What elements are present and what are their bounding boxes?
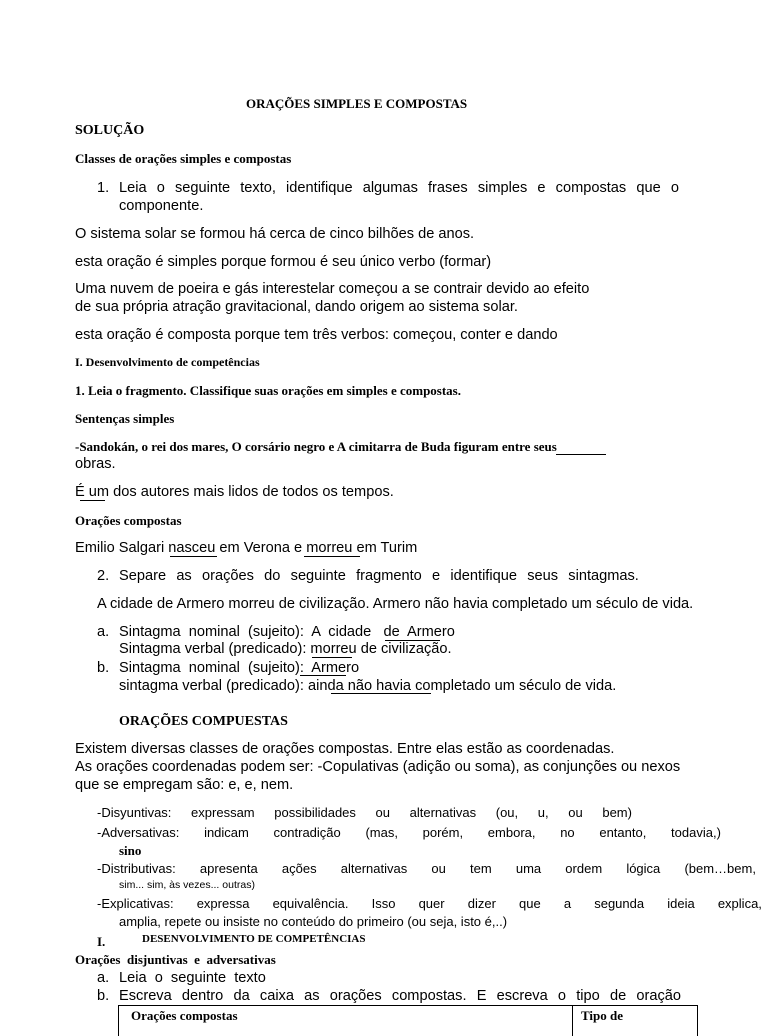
item-a-label: a. [97, 624, 110, 640]
word: simples [477, 180, 528, 196]
compuestas-heading: ORAÇÕES COMPUESTAS [119, 714, 288, 729]
word: Separe [119, 568, 167, 584]
word: compostas [555, 180, 627, 196]
section2-heading: DESENVOLVIMENTO DE COMPETÊNCIAS [142, 933, 366, 945]
word: Leia [119, 180, 147, 196]
underline-mark [80, 500, 105, 501]
paragraph-compound-explanation: esta oração é composta porque tem três verbos: começou, conter e dando [75, 327, 558, 343]
distributive-continuation: sim... sim, às vezes... outras) [119, 879, 255, 891]
word: seus [527, 568, 559, 584]
word: embora, [487, 825, 536, 840]
word: lógica [626, 861, 661, 876]
item-b-label: b. [97, 660, 110, 676]
word: quer [418, 896, 445, 911]
page-title: ORAÇÕES SIMPLES E COMPOSTAS [246, 96, 468, 111]
item2-number: 2. [97, 568, 110, 584]
word: (ou, [495, 805, 519, 820]
word: que [519, 896, 541, 911]
word: apresenta [199, 861, 258, 876]
disjunctive-heading: Orações disjuntivas e adversativas [75, 952, 276, 967]
word: E [476, 988, 487, 1004]
underline-mark [300, 675, 346, 676]
word: uma [515, 861, 542, 876]
item-b-line2: sintagma verbal (predicado): ainda não havia completado um século de vida. [119, 678, 617, 694]
exercise-a-text: Leia o seguinte texto [119, 970, 266, 986]
section2-number: I. [97, 934, 106, 949]
word: fragmento [356, 568, 422, 584]
paragraph-nebula-line2: de sua própria atração gravitacional, dando origem ao sistema solar. [75, 299, 518, 315]
word: ações [281, 861, 317, 876]
word: indicam [204, 825, 249, 840]
exercise-a-label: a. [97, 970, 110, 986]
word: bem) [602, 805, 632, 820]
word: -Disyuntivas: [97, 805, 172, 820]
item1-number: 1. [97, 180, 110, 196]
word: as [304, 988, 320, 1004]
word: compostas. [391, 988, 467, 1004]
exercise-b-line [119, 988, 681, 1004]
disjunctive-line [97, 805, 632, 820]
word: frases [427, 180, 468, 196]
item-b-line1: Sintagma nominal (sujeito): Armero [119, 660, 360, 676]
word: orações [201, 568, 254, 584]
word: explica, [717, 896, 762, 911]
word: algumas [362, 180, 418, 196]
word: alternativas [409, 805, 477, 820]
word: (bem…bem, [684, 861, 756, 876]
distributive-line [97, 861, 756, 876]
compound-heading: Orações compostas [75, 513, 182, 528]
word: da [233, 988, 250, 1004]
word: dizer [467, 896, 496, 911]
table-column-divider [572, 1006, 573, 1036]
word: do [264, 568, 281, 584]
word: Isso [371, 896, 396, 911]
item-a-line1: Sintagma nominal (sujeito): A cidade de Armero [119, 624, 455, 640]
word: seguinte [290, 568, 346, 584]
word: ou [568, 805, 583, 820]
word: expressa [196, 896, 250, 911]
armero-text: A cidade de Armero morreu de civilização. Armero não havia completado um século de vida. [97, 596, 694, 612]
word: -Adversativas: [97, 825, 180, 840]
paragraph-solar-system: O sistema solar se formou há cerca de cinco bilhões de anos. [75, 226, 475, 242]
word: o [156, 180, 165, 196]
underline-mark [331, 693, 431, 694]
adversative-continuation: sino [119, 843, 142, 858]
salgari-line: Emilio Salgari nasceu em Verona e morreu em Turim [75, 540, 418, 556]
solution-heading: SOLUÇÃO [75, 123, 145, 138]
explicative-line2: amplia, repete ou insiste no conteúdo do primeiro (ou seja, isto é,..) [119, 914, 508, 929]
word: sintagmas. [568, 568, 639, 584]
item2-line [119, 568, 639, 584]
word: e [432, 568, 441, 584]
section-I-heading: I. Desenvolvimento de competências [75, 355, 260, 369]
word: o [557, 988, 567, 1004]
word: caixa [259, 988, 294, 1004]
authors-line: É um dos autores mais lidos de todos os tempos. [75, 484, 394, 500]
word: seguinte [174, 180, 231, 196]
word: todavia,) [671, 825, 721, 840]
word: no [560, 825, 575, 840]
classes-heading: Classes de orações simples e compostas [75, 151, 292, 166]
word: -Explicativas: [97, 896, 174, 911]
word: ou [375, 805, 391, 820]
word: as [176, 568, 192, 584]
coordinated-line1: Existem diversas classes de orações compostas. Entre elas estão as coordenadas. [75, 741, 615, 757]
word: -Distributivas: [97, 861, 176, 876]
paragraph-simple-explanation: esta oração é simples porque formou é seu único verbo (formar) [75, 254, 492, 270]
underline-mark [556, 454, 606, 455]
word: ideia [667, 896, 695, 911]
compound-clauses-table [118, 1005, 698, 1036]
word: identifique [286, 180, 353, 196]
word: de [609, 988, 627, 1004]
sandokan-line1: -Sandokán, o rei dos mares, O corsário negro e A cimitarra de Buda figuram entre seus [75, 439, 557, 454]
exercise1-heading: 1. Leia o fragmento. Classifique suas orações em simples e compostas. [75, 383, 461, 398]
item1-line1 [119, 180, 679, 196]
word: texto, [240, 180, 276, 196]
word: tipo [576, 988, 600, 1004]
sandokan-line2: obras. [75, 456, 116, 472]
table-header-type: Tipo de [581, 1008, 624, 1023]
word: oração [636, 988, 681, 1004]
underline-mark [304, 556, 360, 557]
word: possibilidades [274, 805, 356, 820]
word: segunda [594, 896, 645, 911]
word: tem [470, 861, 492, 876]
word: orações [329, 988, 382, 1004]
word: alternativas [340, 861, 408, 876]
word: expressam [191, 805, 255, 820]
table-header-clauses: Orações compostas [131, 1008, 238, 1023]
word: a [563, 896, 572, 911]
word: u, [537, 805, 549, 820]
underline-mark [170, 556, 217, 557]
explicative-line [97, 896, 762, 911]
underline-mark [312, 657, 352, 658]
word: ordem [565, 861, 603, 876]
word: e [537, 180, 546, 196]
exercise-b-label: b. [97, 988, 110, 1004]
simple-sentences-heading: Sentenças simples [75, 411, 175, 426]
word: ou [431, 861, 446, 876]
word: equivalência. [272, 896, 349, 911]
item1-line2: componente. [119, 198, 204, 214]
adversative-line [97, 825, 721, 840]
word: entanto, [599, 825, 647, 840]
word: escreva [496, 988, 548, 1004]
word: (mas, [365, 825, 398, 840]
word: que [636, 180, 661, 196]
item-a-line2: Sintagma verbal (predicado): morreu de civilização. [119, 641, 452, 657]
coordinated-line2: As orações coordenadas podem ser: -Copulativas (adição ou soma), as conjunções ou nexos [75, 759, 681, 775]
coordinated-line3: que se empregam são: e, e, nem. [75, 777, 294, 793]
word: o [670, 180, 679, 196]
paragraph-nebula-line1: Uma nuvem de poeira e gás interestelar começou a se contrair devido ao efeito [75, 281, 590, 297]
word: identifique [450, 568, 517, 584]
word: dentro [181, 988, 224, 1004]
word: Escreva [119, 988, 172, 1004]
word: porém, [422, 825, 464, 840]
word: contradição [273, 825, 341, 840]
